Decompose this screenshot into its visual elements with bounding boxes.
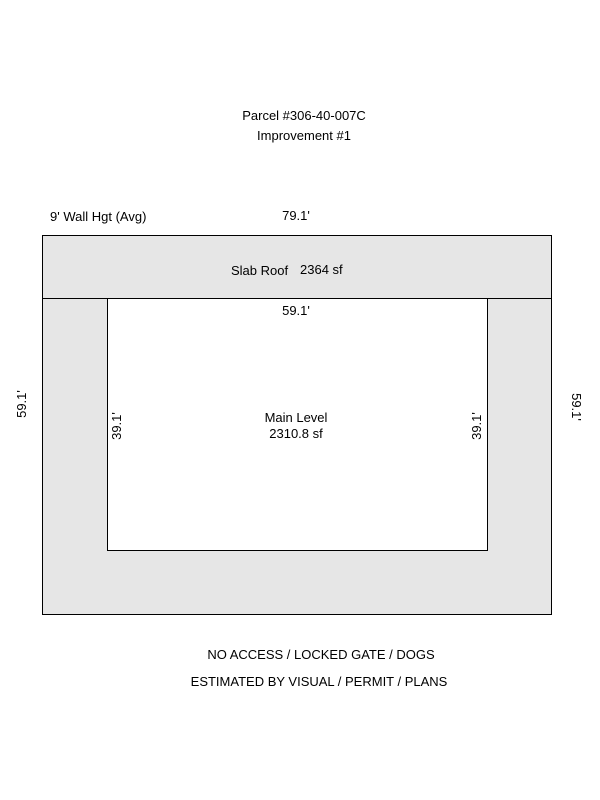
slab-roof-area-value: 2364 sf [300,262,343,277]
note-estimate: ESTIMATED BY VISUAL / PERMIT / PLANS [190,674,448,689]
outer-top-dimension: 79.1' [282,208,310,223]
note-access: NO ACCESS / LOCKED GATE / DOGS [207,647,435,662]
outer-left-dimension: 59.1' [14,390,29,418]
inner-top-dimension: 59.1' [282,303,310,318]
slab-roof-label: Slab Roof [231,263,289,278]
main-level-area-value: 2310.8 sf [269,426,323,441]
main-level-label: Main Level [264,410,328,425]
improvement-title: Improvement #1 [257,128,351,143]
parcel-title: Parcel #306-40-007C [242,108,366,123]
inner-left-dimension: 39.1' [109,412,124,440]
outer-right-dimension: 59.1' [569,393,584,421]
wall-height-label: 9' Wall Hgt (Avg) [50,209,147,224]
inner-right-dimension: 39.1' [469,412,484,440]
